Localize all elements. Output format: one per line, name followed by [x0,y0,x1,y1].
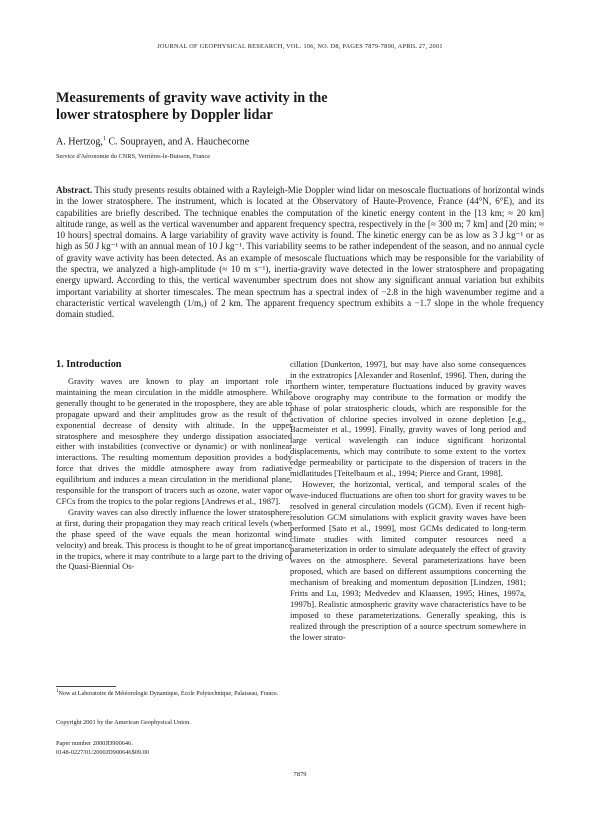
right-column [290,359,526,643]
running-head: JOURNAL OF GEOPHYSICAL RESEARCH, VOL. 106, NO. D8, PAGES 7879-7890, APRIL 27, 2001 [157,43,443,50]
title-line-2: lower stratosphere by Doppler lidar [56,107,273,123]
author-1: A. Hertzog, [56,136,103,148]
author-footnote-mark: 1 [102,136,106,142]
intro-paragraph-1: Gravity waves are known to play an important role in maintaining the mean circulation in the middle atmosphere. While generally thought to be generated in the troposphere, they are able to propagate upward and their amplitudes grow as the result of the exponential decrease of density with altitude. In the upper stratosphere and mesosphere they undergo dissipation associated either with instabilities (convective or dynamic) or with nonlinear interactions. The resulting momentum deposition provides a body force that drives the middle atmosphere away from radiative equilibrium and induces a mean circulation in the meridional plane, responsible for the transport of tracers such as ozone, water vapor or CFCs from the tropics to the polar regions [Andrews et al., 1987]. [56,376,292,506]
intro-paragraph-2: Gravity waves can also directly influence the lower stratosphere: at first, during their propagation they may reach critical levels (when the phase speed of the wave equals the mean horizontal wind velocity) and break. This process is thought to be of great importance in the tropics, where it may contribute to a large part to the driving of the Quasi-Biennial Os- [56,506,292,572]
footnote-divider [56,686,116,687]
footnote [56,688,292,699]
copyright: Copyright 2001 by the American Geophysical Union. [56,719,191,726]
footnote-text: Now at Laboratoire de Météorologie Dynamique, École Polytechnique, Palaiseau, France. [58,691,279,698]
abstract-text: This study presents results obtained with a Rayleigh-Mie Doppler wind lidar on mesoscale fluctuations of horizontal winds in the lower stratosphere. The instrument, which is located at the Observatory of Haute-Provence, France (44°N, 6°E), and its capabilities are briefly described. The technique enables the computation of the kinetic energy content in the [13 km; ≈ 20 km] altitude range, as well as the vertical wavenumber and apparent frequency spectra, respectively in the [≈ 300 m; 7 km] and [20 min; ≈ 10 hours] spectral domains. A large variability of gravity wave activity is found. The kinetic energy can be as low as 3 J kg⁻¹ or as high as 50 J kg⁻¹ with an annual mean of 10 J kg⁻¹. This variability seems to be rather independent of the season, and no annual cycle of gravity wave activity has been detected. As an example of mesoscale fluctuations which may be responsible for the variability of the spectra, we analyzed a high-amplitude (≈ 10 m s⁻¹), inertia-gravity wave detected in the lower stratosphere and propagating energy upward. According to this, the vertical wavenumber spectrum does not show any significant annual variation but exhibits important variability at shorter timescales. The mean spectrum has a spectral index of −2.8 in the high wavenumber regime and a characteristic vertical wavelength (1/mₓ) of 2 km. The apparent frequency spectrum exhibits a −1.7 slope in the whole frequency domain studied. [56,185,544,320]
affiliation: Service d'Aéronomie du CNRS, Verrières-le-Buisson, France [56,153,211,160]
paper-title [56,90,476,124]
left-column [56,376,292,572]
abstract-heading: Abstract. [56,185,93,195]
page-number: 7879 [293,771,307,778]
authors-rest: C. Souprayen, and A. Hauchecorne [105,136,250,148]
paper-identifiers [56,740,149,757]
abstract [56,185,544,321]
paper-number: Paper number 2000JD900646. [56,740,133,747]
title-line-1: Measurements of gravity wave activity in the [56,90,328,106]
footnote-mark: 1 [56,689,59,694]
intro-paragraph-4: However, the horizontal, vertical, and temporal scales of the wave-induced fluctuations are often too short for gravity waves to be resolved in general circulation models (GCM). Even if recent high-resolution GCM simulations with explicit gravity waves have been performed [Sato et al., 1999], most GCMs dedicated to long-term climate studies with limited computer resources need a parameterization in order to simulate adequately the effect of gravity waves on the atmosphere. Several parameterizations have been proposed, which are based on different assumptions concerning the mechanism of breaking and momentum deposition [Lindzen, 1981; Fritts and Lu, 1993; Medvedev and Klaassen, 1995; Hines, 1997a, 1997b]. Realistic atmospheric gravity wave characteristics have to be imposed to these parameterizations. Generally speaking, this is realized through the prescription of a source spectrum somewhere in the lower strato- [290,478,526,642]
intro-paragraph-3: cillation [Dunkerton, 1997], but may have also some consequences in the extratropics [Alexander and Rosenlof, 1996]. Then, during the northern winter, temperature fluctuations induced by gravity waves above orography may contribute to the formation or modify the phase of polar stratospheric clouds, which are responsible for the activation of chlorine species involved in ozone depletion [e.g., Bacmeister et al., 1999]. Finally, gravity waves of long period and large vertical wavelength can induce significant horizontal displacements, which may contribute to some extent to the vortex edge permeability or participate to the dispersion of tracers in the midlatitudes [Teitelbaum et al., 1994; Pierce and Grant, 1998]. [290,359,526,479]
authors [56,136,249,147]
issn: 0148-0227/01/2000JD900646$09.00 [56,748,149,756]
section-heading: 1. Introduction [56,359,122,370]
